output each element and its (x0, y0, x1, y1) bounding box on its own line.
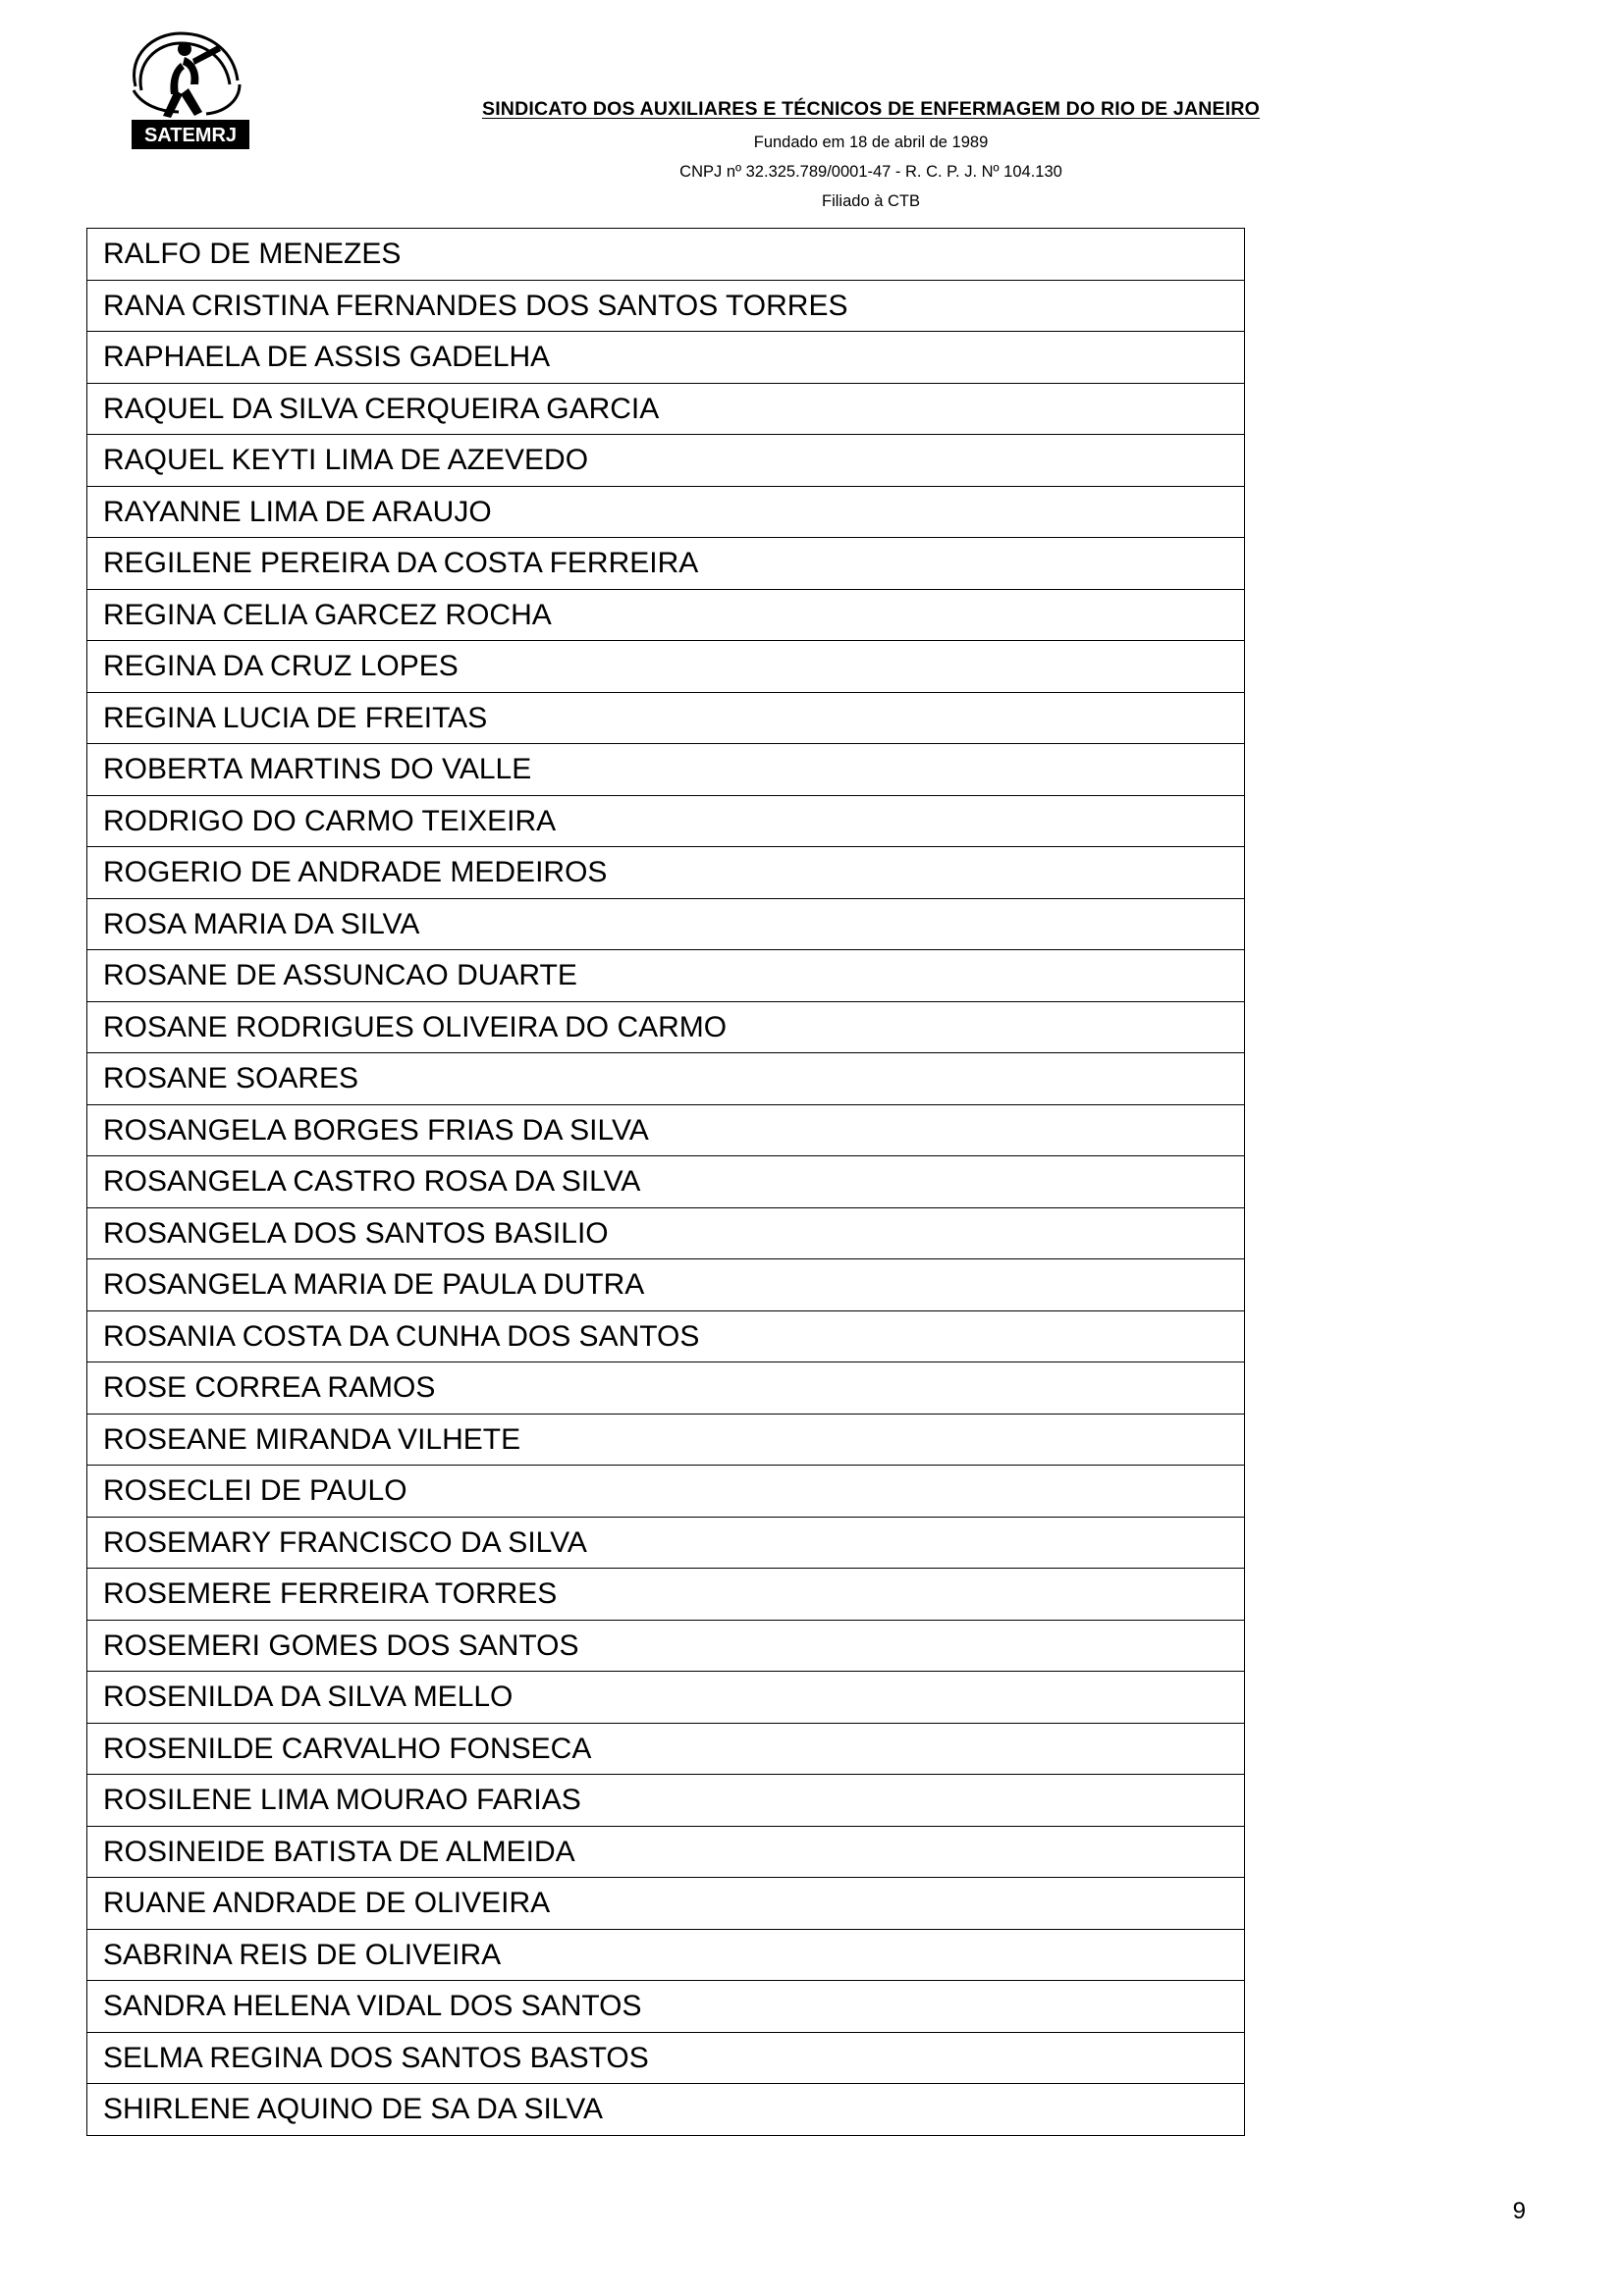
table-row (87, 1104, 1245, 1156)
name-cell: RANA CRISTINA FERNANDES DOS SANTOS TORRES (87, 280, 1245, 332)
name-cell: ROSA MARIA DA SILVA (87, 898, 1245, 950)
name-cell: ROSEMERI GOMES DOS SANTOS (87, 1620, 1245, 1672)
table-row (87, 435, 1245, 487)
table-row (87, 692, 1245, 744)
registration-line: CNPJ nº 32.325.789/0001-47 - R. C. P. J. Nº 104.130 (679, 163, 1062, 181)
table-row (87, 538, 1245, 590)
table-row (87, 641, 1245, 693)
name-cell: ROSANE RODRIGUES OLIVEIRA DO CARMO (87, 1001, 1245, 1053)
affiliation-line: Filiado à CTB (822, 192, 920, 210)
name-cell: ROSEANE MIRANDA VILHETE (87, 1414, 1245, 1466)
name-cell: ROSANE DE ASSUNCAO DUARTE (87, 950, 1245, 1002)
name-cell: REGINA DA CRUZ LOPES (87, 641, 1245, 693)
satemrj-logo-icon (116, 26, 265, 163)
name-cell: RUANE ANDRADE DE OLIVEIRA (87, 1878, 1245, 1930)
name-cell: ROSILENE LIMA MOURAO FARIAS (87, 1775, 1245, 1827)
name-cell: ROSINEIDE BATISTA DE ALMEIDA (87, 1826, 1245, 1878)
name-cell: ROSANGELA DOS SANTOS BASILIO (87, 1207, 1245, 1259)
name-cell: SANDRA HELENA VIDAL DOS SANTOS (87, 1981, 1245, 2033)
name-cell: REGINA LUCIA DE FREITAS (87, 692, 1245, 744)
table-row (87, 589, 1245, 641)
table-row (87, 1414, 1245, 1466)
name-cell: REGINA CELIA GARCEZ ROCHA (87, 589, 1245, 641)
table-row (87, 1569, 1245, 1621)
table-row (87, 229, 1245, 281)
name-cell: RAQUEL KEYTI LIMA DE AZEVEDO (87, 435, 1245, 487)
name-cell: RAQUEL DA SILVA CERQUEIRA GARCIA (87, 383, 1245, 435)
page-number: 9 (1512, 2198, 1526, 2224)
name-cell: ROSANGELA MARIA DE PAULA DUTRA (87, 1259, 1245, 1311)
table-row (87, 1723, 1245, 1775)
name-cell: ROBERTA MARTINS DO VALLE (87, 744, 1245, 796)
name-cell: SELMA REGINA DOS SANTOS BASTOS (87, 2032, 1245, 2084)
name-cell: ROSANGELA BORGES FRIAS DA SILVA (87, 1104, 1245, 1156)
table-row (87, 1517, 1245, 1569)
table-row (87, 1310, 1245, 1362)
header-text-block (295, 27, 1447, 211)
name-table-body (87, 229, 1245, 2136)
table-row (87, 1672, 1245, 1724)
table-row (87, 950, 1245, 1002)
table-row (87, 280, 1245, 332)
name-cell: ROSECLEI DE PAULO (87, 1466, 1245, 1518)
table-row (87, 1981, 1245, 2033)
name-cell: REGILENE PEREIRA DA COSTA FERREIRA (87, 538, 1245, 590)
table-row (87, 1466, 1245, 1518)
table-row (87, 383, 1245, 435)
organization-title: SINDICATO DOS AUXILIARES E TÉCNICOS DE ENFERMAGEM DO RIO DE JANEIRO (481, 98, 1261, 120)
table-row (87, 332, 1245, 384)
founded-line: Fundado em 18 de abril de 1989 (753, 133, 989, 151)
table-row (87, 795, 1245, 847)
table-row (87, 847, 1245, 899)
name-cell: SHIRLENE AQUINO DE SA DA SILVA (87, 2084, 1245, 2136)
table-row (87, 1207, 1245, 1259)
table-row (87, 486, 1245, 538)
name-cell: ROSENILDE CARVALHO FONSECA (87, 1723, 1245, 1775)
name-cell: RALFO DE MENEZES (87, 229, 1245, 281)
table-row (87, 744, 1245, 796)
document-header (0, 0, 1624, 210)
svg-text:SATEMRJ: SATEMRJ (143, 125, 238, 146)
name-cell: ROSENILDA DA SILVA MELLO (87, 1672, 1245, 1724)
name-cell: ROSEMERE FERREIRA TORRES (87, 1569, 1245, 1621)
table-row (87, 1001, 1245, 1053)
name-cell: ROSANIA COSTA DA CUNHA DOS SANTOS (87, 1310, 1245, 1362)
name-cell: ROSEMARY FRANCISCO DA SILVA (87, 1517, 1245, 1569)
table-row (87, 2032, 1245, 2084)
name-table (86, 228, 1245, 2136)
table-row (87, 2084, 1245, 2136)
table-row (87, 1259, 1245, 1311)
name-cell: RAYANNE LIMA DE ARAUJO (87, 486, 1245, 538)
name-cell: ROSANE SOARES (87, 1053, 1245, 1105)
name-list-container (86, 228, 1538, 2136)
table-row (87, 1156, 1245, 1208)
name-cell: ROSE CORREA RAMOS (87, 1362, 1245, 1415)
table-row (87, 1929, 1245, 1981)
table-row (87, 1826, 1245, 1878)
name-cell: RODRIGO DO CARMO TEIXEIRA (87, 795, 1245, 847)
table-row (87, 1053, 1245, 1105)
name-cell: ROGERIO DE ANDRADE MEDEIROS (87, 847, 1245, 899)
name-cell: RAPHAELA DE ASSIS GADELHA (87, 332, 1245, 384)
table-row (87, 898, 1245, 950)
table-row (87, 1362, 1245, 1415)
table-row (87, 1878, 1245, 1930)
table-row (87, 1620, 1245, 1672)
name-cell: ROSANGELA CASTRO ROSA DA SILVA (87, 1156, 1245, 1208)
table-row (87, 1775, 1245, 1827)
name-cell: SABRINA REIS DE OLIVEIRA (87, 1929, 1245, 1981)
